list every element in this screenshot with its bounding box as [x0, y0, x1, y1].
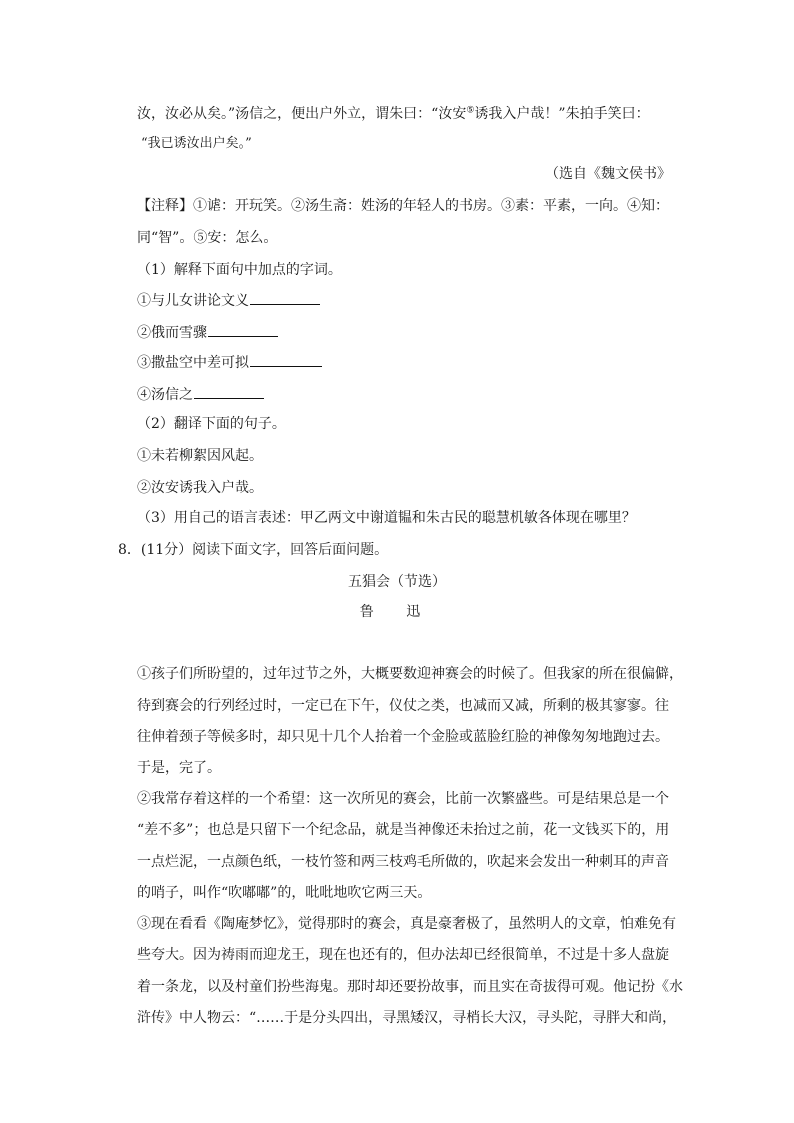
answer-blank[interactable] [250, 290, 320, 305]
question-3-prompt: （3）用自己的语言表述：甲乙两文中谢道韫和朱古民的聪慧机敏各体现在哪里？ [137, 510, 636, 526]
question-1-item-2-text: ②俄而雪骤 [137, 325, 207, 341]
question-1-item-3 [137, 352, 322, 373]
article-line: 待到赛会的行列经过时，一定已在下午，仪仗之类，也减而又减，所剩的极其寥寥。往 [137, 698, 669, 714]
article-line: 于是，完了。 [137, 760, 221, 776]
question-1-item-2 [137, 322, 278, 343]
question-2-item-1: ①未若柳絮因风起。 [137, 448, 263, 464]
passage-line-2: “我已诱汝出户矣。” [141, 136, 252, 151]
article-line: 浒传》中人物云：“……于是分头四出，寻黑矮汉，寻梢长大汉，寻头陀，寻胖大和尚， [137, 1010, 677, 1026]
answer-blank[interactable] [208, 322, 278, 337]
notes-line-1: 【注释】①谑：开玩笑。②汤生斋：姓汤的年轻人的书房。③素：平素，一向。④知： [137, 198, 669, 214]
article-line: ①孩子们所盼望的，过年过节之外，大概要数迎神赛会的时候了。但我家的所在很偏僻， [137, 666, 683, 682]
article-author: 鲁 迅 [359, 604, 435, 620]
footnote-marker: ⑤ [466, 105, 475, 116]
article-line: ②我常存着这样的一个希望：这一次所见的赛会，比前一次繁盛些。可是结果总是一个 [137, 791, 669, 807]
question-1-item-4-text: ④汤信之 [137, 387, 193, 403]
article-line: “差不多”；也总是只留下一个纪念品，就是当神像还未抬过之前，花一文钱买下的，用 [137, 822, 670, 838]
article-line: 的哨子，叫作“吹嘟嘟”的，吡吡地吹它两三天。 [137, 885, 432, 901]
question-1-item-4 [137, 384, 264, 405]
answer-blank[interactable] [194, 384, 264, 399]
notes-line-2: 同“智”。⑤安：怎么。 [137, 230, 278, 246]
article-line: 一点烂泥，一点颜色纸，一枝竹签和两三枝鸡毛所做的，吹起来会发出一种刺耳的声音 [137, 854, 669, 870]
article-title: 五猖会（节选） [348, 574, 446, 590]
question-1-item-1 [137, 290, 320, 311]
question-1-prompt: （1）解释下面句中加点的字词。 [137, 262, 342, 278]
article-line: ③现在看看《陶庵梦忆》，觉得那时的赛会，真是豪奢极了，虽然明人的文章，怕难免有 [137, 916, 676, 932]
question-2-item-2: ②汝安诱我入户哉。 [137, 480, 263, 496]
article-line: 着一条龙，以及村童们扮些海鬼。那时却还要扮故事，而且实在奇拔得可观。他记扮《水 [137, 979, 683, 995]
question-1-item-3-text: ③撒盐空中差可拟 [137, 355, 249, 371]
section-8-header: 8．(11分）阅读下面文字，回答后面问题。 [118, 542, 389, 558]
passage-line-1-text-b: 诱我入户哉！”朱拍手笑曰： [474, 106, 650, 122]
passage-line-1-text-a: 汝，汝必从矣。”汤信之，便出户外立，谓朱曰：“汝安 [137, 106, 467, 122]
source-citation: （选自《魏文侯书》 [545, 166, 671, 182]
answer-blank[interactable] [250, 352, 322, 367]
passage-line-1 [137, 104, 650, 124]
article-line: 往伸着颈子等候多时，却只见十几个人抬着一个金脸或蓝脸红脸的神像匆匆地跑过去。 [137, 729, 669, 745]
question-1-item-1-text: ①与儿女讲论文义 [137, 293, 249, 309]
article-line: 些夸大。因为祷雨而迎龙王，现在也还有的，但办法却已经很简单，不过是十多人盘旋 [137, 947, 669, 963]
question-2-prompt: （2）翻译下面的句子。 [137, 416, 286, 432]
